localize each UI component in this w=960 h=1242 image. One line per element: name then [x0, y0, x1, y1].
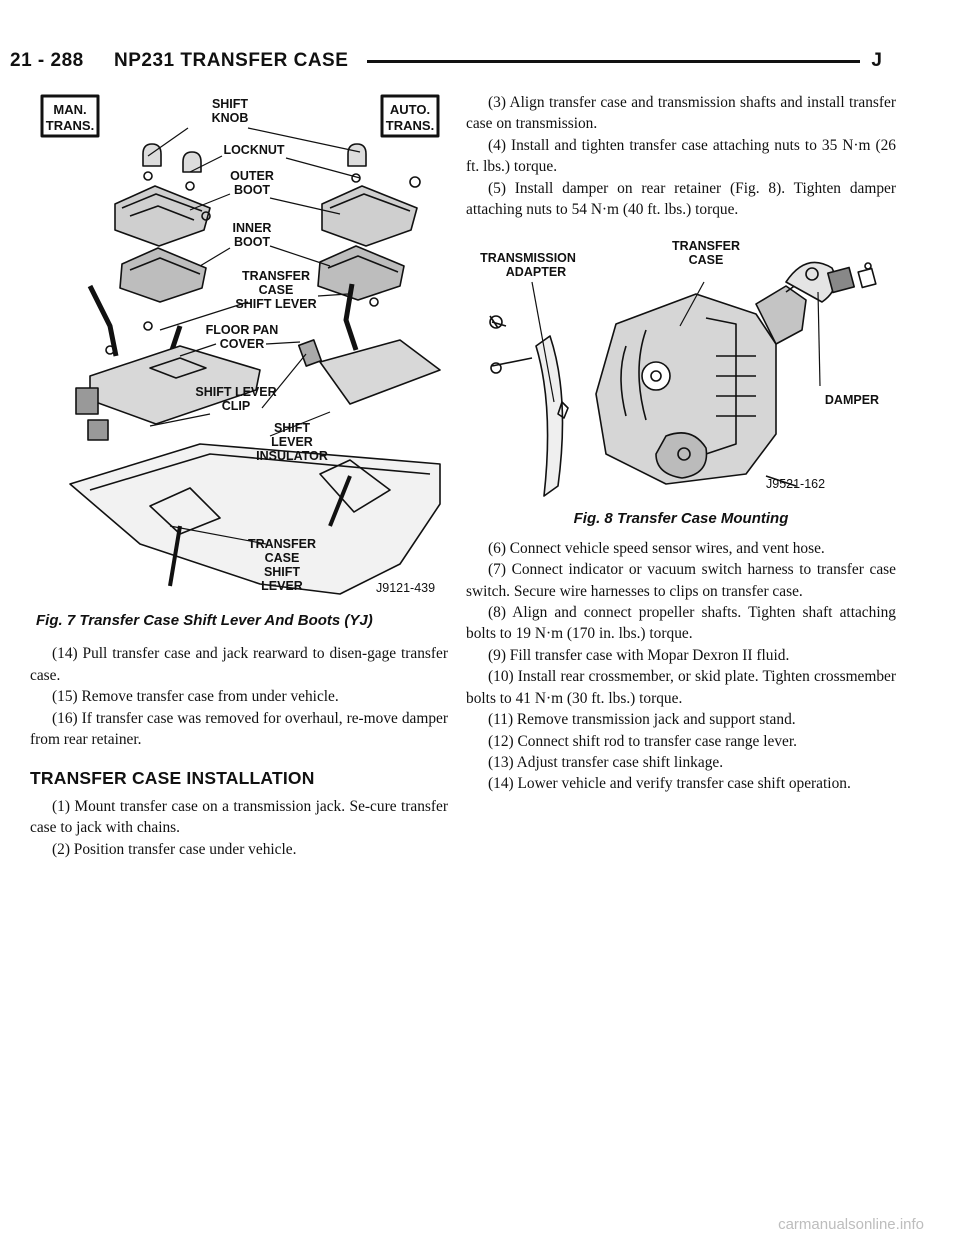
- svg-text:CASE: CASE: [264, 551, 300, 565]
- man-trans-label: MAN.: [53, 102, 87, 117]
- svg-text:SHIFT LEVER: SHIFT LEVER: [235, 297, 317, 311]
- section-letter: J: [871, 50, 882, 71]
- tc-shift-lever-label: TRANSFER: [241, 269, 311, 283]
- auto-trans-label: AUTO.: [389, 102, 431, 117]
- svg-text:SHIFT: SHIFT: [263, 565, 301, 579]
- svg-text:CLIP: CLIP: [221, 399, 251, 413]
- damper-label: DAMPER: [824, 393, 880, 408]
- floor-pan-cover-label: FLOOR PAN: [205, 323, 279, 337]
- transmission-adapter-label: TRANSMISSION: [480, 251, 576, 266]
- paragraph: (12) Connect shift rod to transfer case range lever.: [488, 732, 797, 750]
- figure-7: [30, 86, 448, 606]
- section-heading: TRANSFER CASE INSTALLATION: [30, 768, 315, 789]
- outer-boot-label: OUTER: [230, 169, 274, 183]
- paragraph: (8) Align and connect propeller shafts. Tighten shaft attaching bolts to 19 N·m (170 in. lbs.) torque.: [466, 604, 896, 643]
- header-rule: [367, 60, 860, 63]
- bottom-tc-shift-lever-label: TRANSFER: [247, 537, 317, 551]
- locknut-label: LOCKNUT: [223, 143, 285, 157]
- inner-boot-label: INNER: [232, 221, 272, 235]
- svg-text:TRANS.: TRANS.: [45, 118, 95, 133]
- paragraph: (9) Fill transfer case with Mopar Dexron II fluid.: [488, 646, 790, 664]
- figure-8: [466, 226, 896, 504]
- svg-text:LEVER: LEVER: [261, 579, 303, 593]
- svg-text:TRANS.: TRANS.: [385, 118, 435, 133]
- figure-7-illustration: [30, 86, 448, 606]
- page-number: 21 - 288: [10, 50, 84, 71]
- svg-text:BOOT: BOOT: [233, 235, 271, 249]
- svg-text:LEVER: LEVER: [271, 435, 313, 449]
- paragraph: (4) Install and tighten transfer case attaching nuts to 35 N·m (26 ft. lbs.) torque.: [466, 136, 896, 176]
- paragraph: (14) Pull transfer case and jack rearward to disen-gage transfer case.: [30, 645, 448, 684]
- paragraph: (16) If transfer case was removed for overhaul, re-move damper from rear retainer.: [30, 709, 448, 749]
- paragraph: (15) Remove transfer case from under vehicle.: [52, 688, 339, 706]
- svg-text:ADAPTER: ADAPTER: [505, 265, 567, 280]
- paragraph: (7) Connect indicator or vacuum switch harness to transfer case switch. Secure wire harnesses to clips on transfer case.: [466, 561, 896, 600]
- paragraph: (6) Connect vehicle speed sensor wires, and vent hose.: [488, 539, 825, 557]
- svg-text:KNOB: KNOB: [211, 111, 249, 125]
- section-title: NP231 TRANSFER CASE: [114, 50, 349, 71]
- figure-7-caption: Fig. 7 Transfer Case Shift Lever And Boots (YJ): [36, 612, 373, 629]
- paragraph: (5) Install damper on rear retainer (Fig. 8). Tighten damper attaching nuts to 54 N·m (40 ft. lbs.) torque.: [466, 179, 896, 219]
- paragraph: (11) Remove transmission jack and support stand.: [488, 711, 796, 729]
- svg-text:INSULATOR: INSULATOR: [256, 449, 328, 463]
- paragraph: (13) Adjust transfer case shift linkage.: [488, 753, 724, 771]
- page-header: [10, 44, 896, 78]
- paragraph: (3) Align transfer case and transmission shafts and install transfer case on transmission.: [466, 94, 896, 133]
- svg-text:CASE: CASE: [258, 283, 294, 297]
- paragraph: (10) Install rear crossmember, or skid plate. Tighten crossmember bolts to 41 N·m (30 ft. lbs.) torque.: [466, 668, 896, 707]
- paragraph: (2) Position transfer case under vehicle.: [52, 840, 297, 858]
- left-column: [30, 86, 448, 860]
- shift-lever-clip-label: SHIFT LEVER: [195, 385, 277, 399]
- figure-8-code: J9521-162: [766, 477, 826, 492]
- svg-text:CASE: CASE: [688, 253, 724, 268]
- shift-knob-label: SHIFT: [211, 97, 249, 111]
- svg-text:BOOT: BOOT: [233, 183, 271, 197]
- transfer-case-label: TRANSFER: [671, 239, 741, 254]
- paragraph: (1) Mount transfer case on a transmission jack. Se-cure transfer case to jack with chains.: [30, 797, 448, 837]
- svg-text:COVER: COVER: [219, 337, 265, 351]
- figure-8-caption: Fig. 8 Transfer Case Mounting: [573, 510, 789, 528]
- figure-8-illustration: [466, 226, 896, 504]
- watermark: carmanualsonline.info: [778, 1216, 924, 1233]
- shift-lever-insulator-label: SHIFT: [273, 421, 311, 435]
- figure-7-code: J9121-439: [376, 581, 436, 595]
- right-column: [466, 92, 896, 795]
- paragraph: (14) Lower vehicle and verify transfer case shift operation.: [488, 775, 851, 793]
